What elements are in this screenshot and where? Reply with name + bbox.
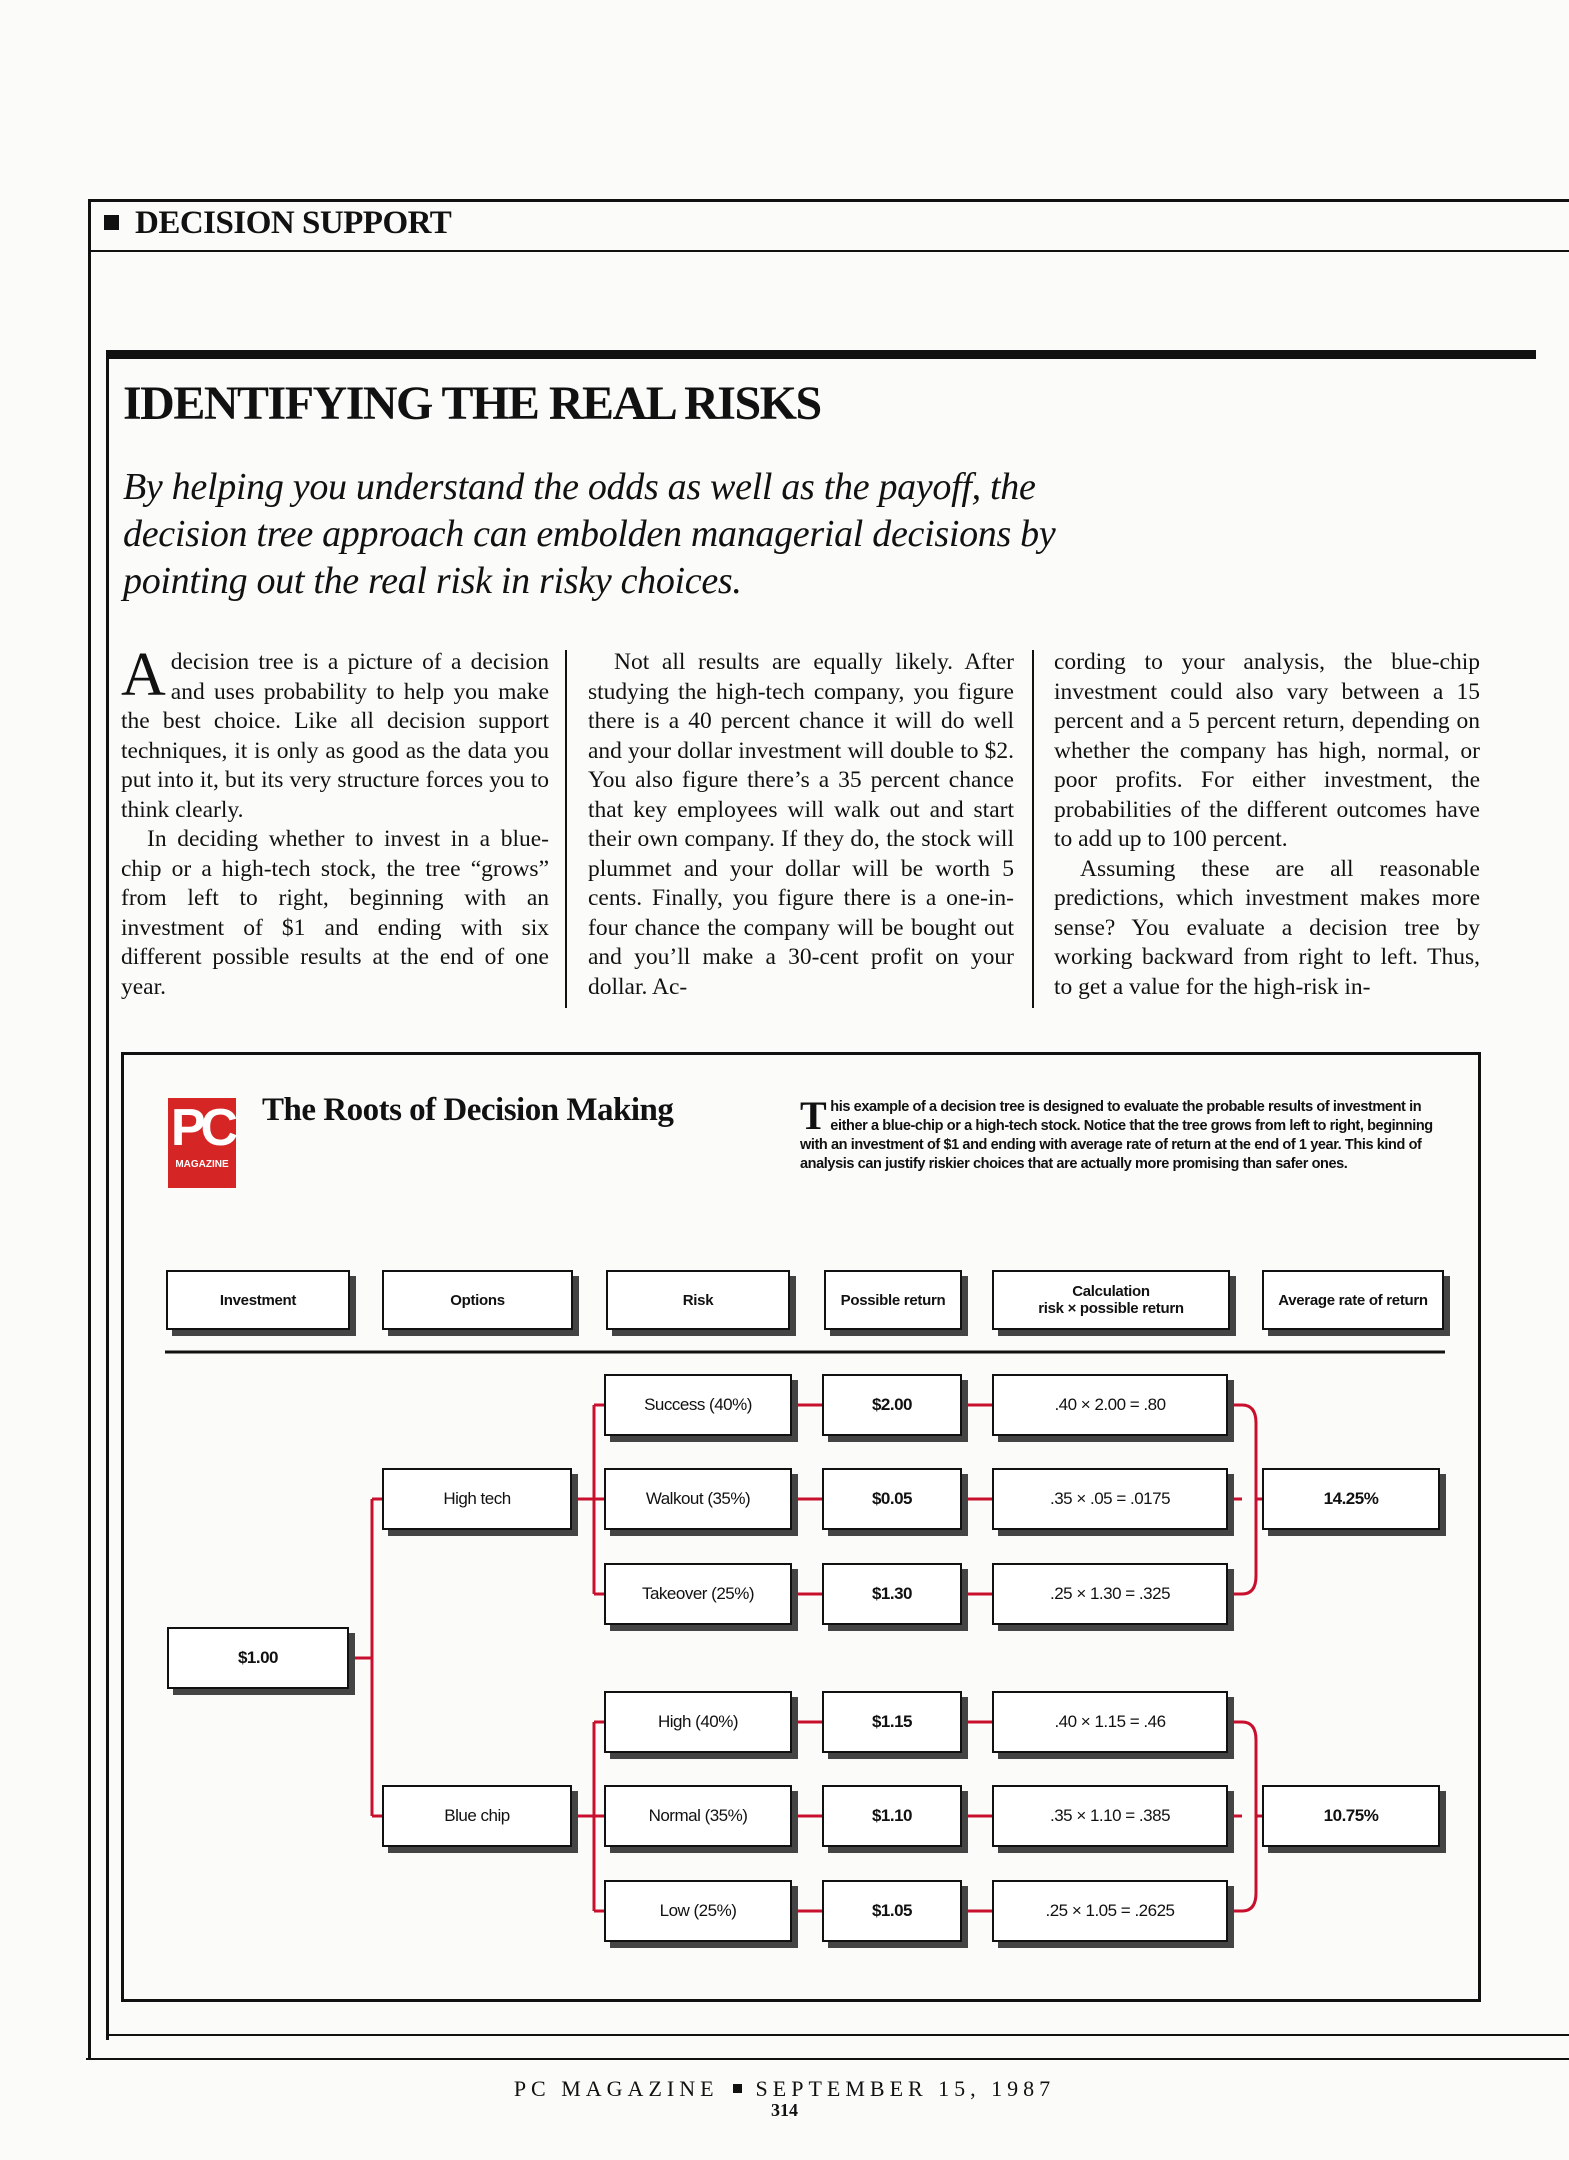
return-success: $2.00 <box>822 1374 962 1436</box>
bullet-square-icon <box>104 215 119 230</box>
section-left-rule <box>88 199 91 2059</box>
column-rule-1 <box>565 650 567 1008</box>
risk-high: High (40%) <box>604 1691 792 1753</box>
col1-paragraph-1: decision tree is a picture of a decision and uses probability to help you make the best choice. Like all decision support techniques, it is only as good as the data you put into it, but its very structure forces you to think clearly. <box>121 649 549 823</box>
article-left-rule <box>106 350 109 2040</box>
risk-success: Success (40%) <box>604 1374 792 1436</box>
calc-normal: .35 × 1.10 = .385 <box>992 1785 1228 1847</box>
col3-paragraph-2: Assuming these are all reasonable predictions, which investment makes more sense? You evaluate a decision tree by working backward from right to left. Thus, to get a value for the high-risk in- <box>1054 855 1480 1000</box>
header-calculation <box>992 1270 1230 1330</box>
logo-magazine-text: MAGAZINE <box>175 1159 229 1170</box>
footer-publication: PC MAGAZINE <box>513 2076 719 2101</box>
col3-paragraph-1: cording to your analysis, the blue-chip investment could also vary between a 15 percent and a 5 percent return, depending on whether the company has high, normal, or poor profits. For either investment, the probabilities of the different outcomes have to add up to 100 percent. <box>1054 649 1480 852</box>
caption-text: his example of a decision tree is designed to evaluate the probable results of investment in either a blue-chip or a high-tech stock. Notice that the tree grows from left to right, beginning with an investment of $1 and ending with average rate of return at the end of 1 year. This kind of analysis can justify riskier choices that are actually more promising than safer ones. <box>800 1099 1433 1172</box>
article-top-rule <box>106 350 1536 359</box>
calc-low: .25 × 1.05 = .2625 <box>992 1880 1228 1942</box>
header-calculation-line1: Calculation <box>1072 1283 1150 1300</box>
deck: By helping you understand the odds as well as the payoff, the decision tree approach can embolden managerial decisions by pointing out the real risk in risky choices. <box>123 466 1056 602</box>
return-low: $1.05 <box>822 1880 962 1942</box>
return-walkout: $0.05 <box>822 1468 962 1530</box>
headline: IDENTIFYING THE REAL RISKS <box>123 377 821 430</box>
risk-walkout: Walkout (35%) <box>604 1468 792 1530</box>
figure-caption <box>800 1093 1450 1174</box>
footer-date: SEPTEMBER 15, 1987 <box>755 2076 1056 2101</box>
section-header <box>104 205 451 242</box>
risk-normal: Normal (35%) <box>604 1785 792 1847</box>
pc-magazine-logo <box>168 1098 236 1188</box>
logo-pc-text: PC <box>170 1099 234 1157</box>
column-rule-2 <box>1032 650 1034 1008</box>
header-possible-return: Possible return <box>824 1270 962 1330</box>
article-bottom-rule <box>106 2034 1569 2036</box>
page-bottom-rule <box>86 2058 1569 2060</box>
header-calculation-line2: risk × possible return <box>1038 1300 1184 1317</box>
risk-low: Low (25%) <box>604 1880 792 1942</box>
average-blue-chip: 10.75% <box>1262 1785 1440 1847</box>
header-risk: Risk <box>606 1270 790 1330</box>
return-normal: $1.10 <box>822 1785 962 1847</box>
body-column-1 <box>121 641 549 1002</box>
node-investment: $1.00 <box>167 1627 349 1689</box>
caption-drop-cap: T <box>800 1093 827 1138</box>
footer-bullet-icon <box>733 2084 742 2093</box>
col2-paragraph-1: Not all results are equally likely. After studying the high-tech company, you figure there is a 40 percent chance it will do well and your dollar investment will double to $2. You also figure there’s a 35 percent chance that key employees will walk out and start their own company. If they do, the stock will plummet and your dollar will be worth 5 cents. Finally, you figure there is a one-in-four chance the company will be bought out and you’ll make a 30-cent profit on your dollar. Ac- <box>588 649 1014 1000</box>
return-takeover: $1.30 <box>822 1563 962 1625</box>
section-title: DECISION SUPPORT <box>135 205 452 241</box>
figure-title: The Roots of Decision Making <box>262 1092 674 1128</box>
calc-takeover: .25 × 1.30 = .325 <box>992 1563 1228 1625</box>
average-high-tech: 14.25% <box>1262 1468 1440 1530</box>
calc-walkout: .35 × .05 = .0175 <box>992 1468 1228 1530</box>
header-options: Options <box>382 1270 573 1330</box>
col1-paragraph-2: In deciding whether to invest in a blue-chip or a high-tech stock, the tree “grows” from left to right, beginning with an investment of $1 and ending with six different possible results at the end of one year. <box>121 826 549 1000</box>
page-footer <box>0 2076 1569 2102</box>
section-rule-bottom <box>88 250 1569 252</box>
header-average-return: Average rate of return <box>1262 1270 1444 1330</box>
risk-takeover: Takeover (25%) <box>604 1563 792 1625</box>
drop-cap: A <box>121 641 166 709</box>
section-rule-top <box>88 199 1569 202</box>
node-blue-chip: Blue chip <box>382 1785 572 1847</box>
body-column-3 <box>1054 648 1480 1002</box>
calc-high: .40 × 1.15 = .46 <box>992 1691 1228 1753</box>
body-column-2 <box>588 648 1014 1002</box>
calc-success: .40 × 2.00 = .80 <box>992 1374 1228 1436</box>
header-investment: Investment <box>166 1270 350 1330</box>
page-number: 314 <box>771 2100 798 2120</box>
node-high-tech: High tech <box>382 1468 572 1530</box>
return-high: $1.15 <box>822 1691 962 1753</box>
